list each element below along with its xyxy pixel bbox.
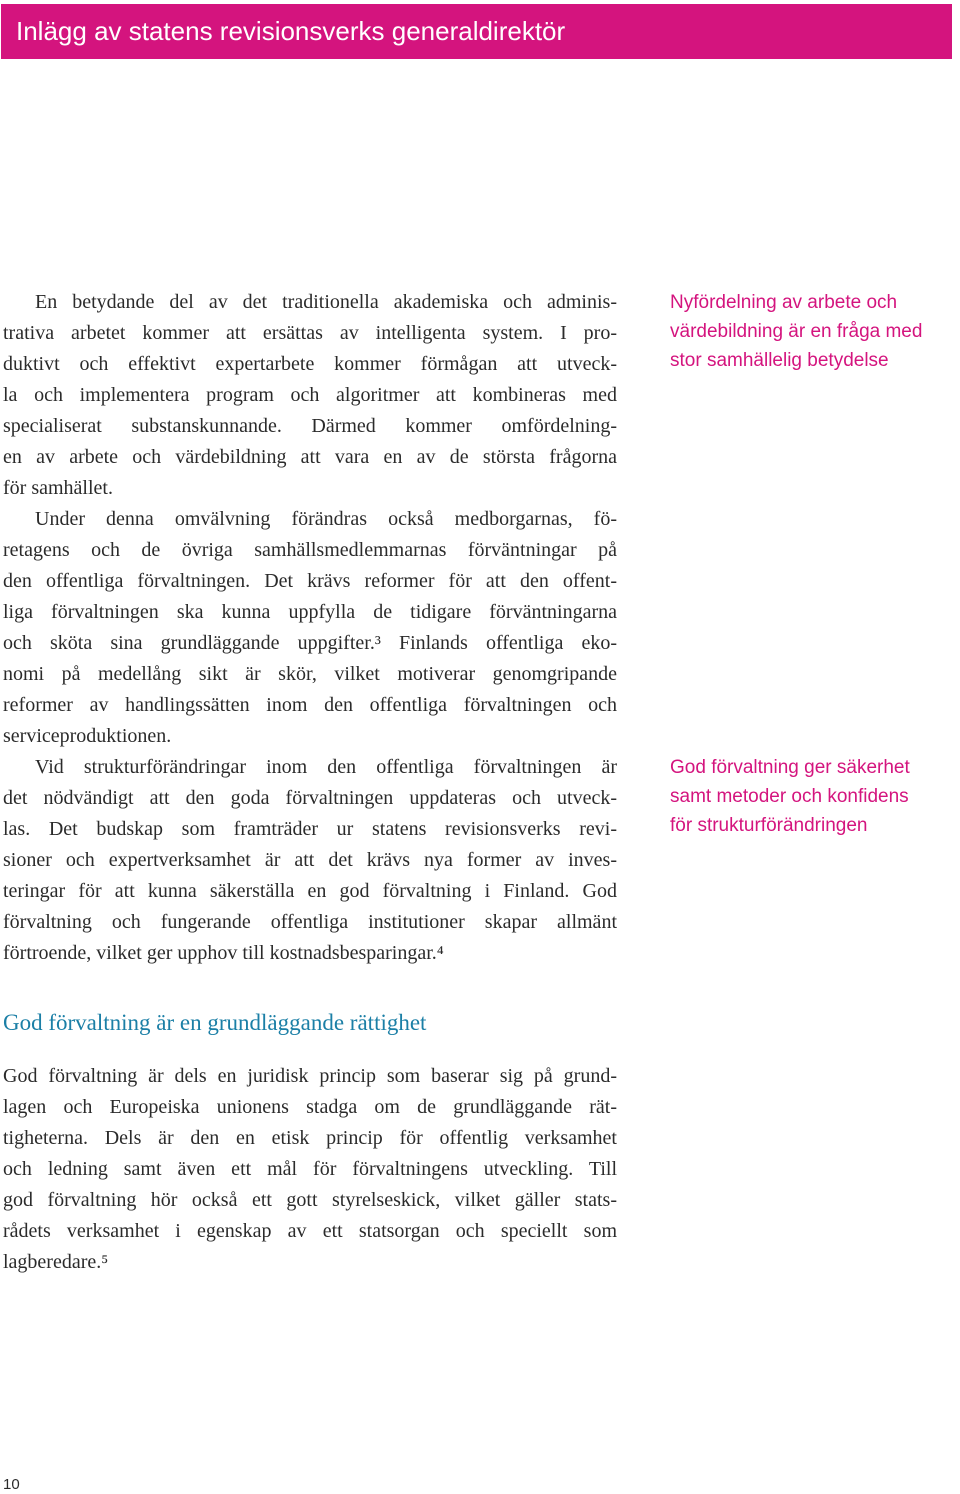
pull-quote [670,288,955,375]
text-line: lagberedare.⁵ [3,1251,109,1273]
section-heading: God förvaltning är en grundläggande rättighet [3,1010,427,1035]
text-line: nomi på medellång sikt är skör, vilket motiverar genomgripande [3,663,617,685]
text-line: serviceproduktionen. [3,725,172,747]
header-bar [1,4,952,59]
text-line: sioner och expertverksamhet är att det krävs nya former av inves- [3,849,617,871]
pull-quote-line: värdebildning är en fråga med [670,321,923,342]
paragraph [3,1061,617,1278]
page-title: Inlägg av statens revisionsverks generaldirektör [16,16,566,46]
pull-quote-line: samt metoder och konfidens [670,786,909,807]
pull-quote-line: stor samhällelig betydelse [670,350,889,371]
text-line: teringar för att kunna säkerställa en god förvaltning i Finland. God [3,880,617,902]
text-line: en av arbete och värdebildning att vara en av de största frågorna [3,446,617,468]
text-line: rådets verksamhet i egenskap av ett statsorgan och speciellt som [3,1220,617,1242]
text-line: och ledning samt även ett mål för förvaltningens utveckling. Till [3,1158,617,1180]
text-line: la och implementera program och algoritmer att kombineras med [3,384,617,406]
body-section-good-governance [3,1061,617,1278]
pull-quote-line: God förvaltning ger säkerhet [670,757,910,778]
page-number: 10 [3,1476,20,1493]
text-line: förvaltning och fungerande offentliga institutioner skapar allmänt [3,911,617,933]
paragraph [3,504,617,752]
text-line: specialiserat substanskunnande. Därmed kommer omfördelning- [3,415,617,437]
text-line: Under denna omvälvning förändras också medborgarnas, fö- [35,508,617,530]
pull-quote [670,753,955,840]
text-line: förtroende, vilket ger upphov till kostnadsbesparingar.⁴ [3,942,444,964]
pull-quote-line: för strukturförändringen [670,815,868,836]
text-line: trativa arbetet kommer att ersättas av intelligenta system. I pro- [3,322,617,344]
text-line: retagens och de övriga samhällsmedlemmarnas förväntningar på [3,539,617,561]
paragraph [3,752,617,969]
text-line: God förvaltning är dels en juridisk princip som baserar sig på grund- [3,1065,617,1087]
text-line: lagen och Europeiska unionens stadga om de grundläggande rät- [3,1096,617,1118]
text-line: och sköta sina grundläggande uppgifter.³ Finlands offentliga eko- [3,632,617,654]
body-section-intro [3,287,617,969]
text-line: Vid strukturförändringar inom den offentliga förvaltningen är [35,756,617,778]
pull-quote-line: Nyfördelning av arbete och [670,292,898,313]
text-line: En betydande del av det traditionella akademiska och adminis- [35,291,617,313]
text-line: tigheterna. Dels är den en etisk princip för offentlig verksamhet [3,1127,617,1149]
paragraph [3,287,617,504]
text-line: den offentliga förvaltningen. Det krävs reformer för att den offent- [3,570,617,592]
text-line: duktivt och effektivt expertarbete kommer förmågan att utveck- [3,353,617,375]
text-line: för samhället. [3,477,113,499]
text-line: las. Det budskap som framträder ur statens revisionsverks revi- [3,818,617,840]
text-line: god förvaltning hör också ett gott styrelseskick, vilket gäller stats- [3,1189,617,1211]
text-line: det nödvändigt att den goda förvaltningen uppdateras och utveck- [3,787,617,809]
text-line: liga förvaltningen ska kunna uppfylla de tidigare förväntningarna [3,601,617,623]
text-line: reformer av handlingssätten inom den offentliga förvaltningen och [3,694,617,716]
